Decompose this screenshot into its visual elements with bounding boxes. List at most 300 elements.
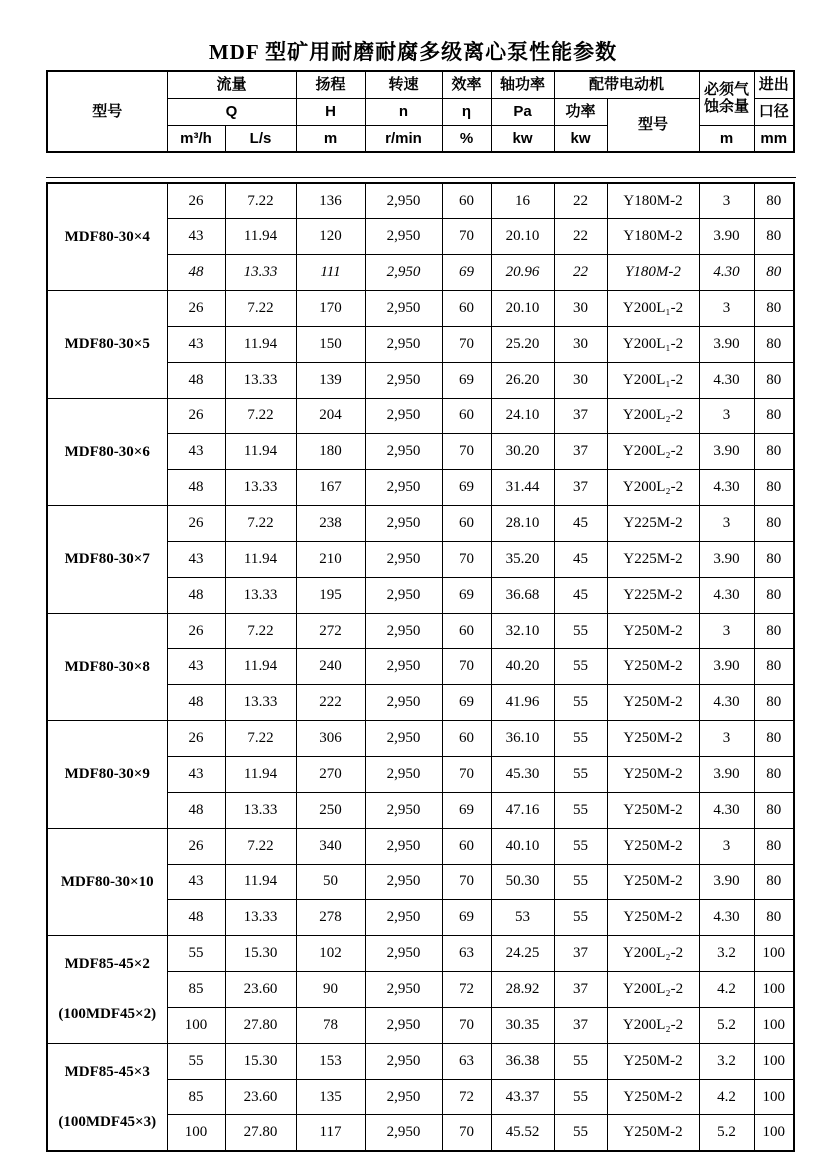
data-cell: Y200L₁-2 <box>607 291 699 327</box>
data-cell: 270 <box>296 757 365 793</box>
data-cell: 2,950 <box>365 291 442 327</box>
data-cell: Y250M-2 <box>607 721 699 757</box>
data-cell: 23.60 <box>225 972 296 1008</box>
data-cell: 80 <box>754 828 794 864</box>
table-row <box>47 721 794 757</box>
data-cell: 7.22 <box>225 613 296 649</box>
data-cell: 80 <box>754 219 794 255</box>
data-cell: 167 <box>296 470 365 506</box>
speed-unit: r/min <box>365 125 442 152</box>
data-cell: 2,950 <box>365 828 442 864</box>
data-cell: 4.2 <box>699 1079 754 1115</box>
data-cell: 3 <box>699 398 754 434</box>
data-cell: 7.22 <box>225 291 296 327</box>
data-cell: 43.37 <box>491 1079 554 1115</box>
speed-symbol: n <box>365 98 442 125</box>
data-cell: 26 <box>167 721 225 757</box>
data-cell: 102 <box>296 936 365 972</box>
data-cell: 3.90 <box>699 864 754 900</box>
pump-model-cell <box>47 506 167 614</box>
data-cell: Y250M-2 <box>607 1043 699 1079</box>
data-cell: 30.35 <box>491 1007 554 1043</box>
data-cell: 100 <box>754 936 794 972</box>
data-cell: 80 <box>754 434 794 470</box>
pump-model-label: MDF80-30×5 <box>64 336 150 353</box>
data-cell: 2,950 <box>365 936 442 972</box>
table-row <box>47 183 794 219</box>
col-header-npsh <box>699 71 754 125</box>
data-cell: 55 <box>554 864 607 900</box>
data-cell: 43 <box>167 219 225 255</box>
col-header-flow: 流量 <box>167 71 296 98</box>
pump-model-label: MDF85-45×3 <box>64 1063 150 1080</box>
data-cell: 117 <box>296 1115 365 1151</box>
data-cell: 2,950 <box>365 792 442 828</box>
data-cell: 47.16 <box>491 792 554 828</box>
data-cell: 60 <box>442 291 491 327</box>
data-cell: 70 <box>442 649 491 685</box>
data-cell: 25.20 <box>491 326 554 362</box>
data-cell: 48 <box>167 470 225 506</box>
data-cell: 4.30 <box>699 577 754 613</box>
data-cell: 55 <box>554 721 607 757</box>
col-header-motor: 配带电动机 <box>554 71 699 98</box>
data-cell: 272 <box>296 613 365 649</box>
pump-model-cell <box>47 828 167 936</box>
data-cell: Y200L₂-2 <box>607 1007 699 1043</box>
data-cell: 80 <box>754 721 794 757</box>
data-cell: 150 <box>296 326 365 362</box>
data-cell: 60 <box>442 613 491 649</box>
table-row <box>47 398 794 434</box>
data-cell: 153 <box>296 1043 365 1079</box>
data-cell: 2,950 <box>365 613 442 649</box>
data-cell: 240 <box>296 649 365 685</box>
data-cell: 11.94 <box>225 757 296 793</box>
pump-model-cell <box>47 1043 167 1151</box>
data-cell: 11.94 <box>225 434 296 470</box>
data-cell: 32.10 <box>491 613 554 649</box>
data-cell: 45.30 <box>491 757 554 793</box>
port-unit: mm <box>754 125 794 152</box>
data-cell: 4.30 <box>699 255 754 291</box>
data-cell: 22 <box>554 219 607 255</box>
data-cell: 43 <box>167 864 225 900</box>
data-cell: 80 <box>754 900 794 936</box>
data-cell: Y200L₂-2 <box>607 434 699 470</box>
data-cell: 80 <box>754 792 794 828</box>
data-cell: 72 <box>442 1079 491 1115</box>
data-cell: 24.10 <box>491 398 554 434</box>
data-cell: Y180M-2 <box>607 183 699 219</box>
data-cell: Y250M-2 <box>607 1115 699 1151</box>
data-cell: 2,950 <box>365 721 442 757</box>
data-cell: 204 <box>296 398 365 434</box>
data-cell: 11.94 <box>225 219 296 255</box>
data-cell: 55 <box>554 1043 607 1079</box>
col-header-model: 型号 <box>47 71 167 152</box>
data-cell: 2,950 <box>365 362 442 398</box>
pump-model-cell <box>47 291 167 399</box>
data-cell: 80 <box>754 326 794 362</box>
data-cell: 45 <box>554 541 607 577</box>
data-cell: Y200L₂-2 <box>607 398 699 434</box>
data-cell: 70 <box>442 434 491 470</box>
data-cell: 80 <box>754 757 794 793</box>
data-cell: 3.90 <box>699 326 754 362</box>
data-cell: 43 <box>167 541 225 577</box>
data-cell: 15.30 <box>225 1043 296 1079</box>
flow-unit-m3h: m³/h <box>167 125 225 152</box>
data-cell: 4.30 <box>699 362 754 398</box>
data-cell: 7.22 <box>225 721 296 757</box>
pump-model-label: MDF80-30×4 <box>64 229 150 246</box>
col-header-speed: 转速 <box>365 71 442 98</box>
data-cell: 27.80 <box>225 1115 296 1151</box>
data-cell: 100 <box>754 1115 794 1151</box>
data-cell: 278 <box>296 900 365 936</box>
data-cell: 80 <box>754 864 794 900</box>
col-header-port-line2: 口径 <box>754 98 794 125</box>
data-cell: 238 <box>296 506 365 542</box>
data-cell: 7.22 <box>225 183 296 219</box>
data-cell: 3 <box>699 506 754 542</box>
data-cell: 30 <box>554 326 607 362</box>
data-cell: 3 <box>699 828 754 864</box>
data-cell: 55 <box>554 649 607 685</box>
data-cell: 69 <box>442 900 491 936</box>
data-cell: 85 <box>167 1079 225 1115</box>
data-cell: 100 <box>754 1079 794 1115</box>
data-cell: 70 <box>442 326 491 362</box>
data-cell: 3 <box>699 183 754 219</box>
data-cell: 55 <box>554 1079 607 1115</box>
data-cell: 2,950 <box>365 1007 442 1043</box>
data-cell: 2,950 <box>365 326 442 362</box>
data-cell: 43 <box>167 649 225 685</box>
data-cell: Y180M-2 <box>607 219 699 255</box>
shaft-power-unit: kw <box>491 125 554 152</box>
data-cell: 43 <box>167 434 225 470</box>
flow-unit-ls: L/s <box>225 125 296 152</box>
pump-model-label: MDF85-45×2 <box>64 956 150 973</box>
table-row <box>47 291 794 327</box>
data-cell: 69 <box>442 577 491 613</box>
data-cell: 13.33 <box>225 362 296 398</box>
data-cell: 2,950 <box>365 685 442 721</box>
efficiency-unit: % <box>442 125 491 152</box>
data-cell: 111 <box>296 255 365 291</box>
data-cell: Y200L₂-2 <box>607 972 699 1008</box>
data-cell: 2,950 <box>365 577 442 613</box>
data-cell: 36.38 <box>491 1043 554 1079</box>
data-cell: 80 <box>754 362 794 398</box>
data-cell: 3.2 <box>699 1043 754 1079</box>
data-cell: 80 <box>754 649 794 685</box>
data-cell: 135 <box>296 1079 365 1115</box>
data-cell: 80 <box>754 541 794 577</box>
data-cell: 120 <box>296 219 365 255</box>
pump-model-cell <box>47 936 167 1044</box>
pump-model-label: (100MDF45×2) <box>58 1006 157 1023</box>
data-cell: 3.90 <box>699 541 754 577</box>
data-cell: 80 <box>754 506 794 542</box>
data-cell: 100 <box>754 1007 794 1043</box>
data-cell: 48 <box>167 685 225 721</box>
data-cell: 5.2 <box>699 1115 754 1151</box>
col-header-efficiency: 效率 <box>442 71 491 98</box>
data-cell: 70 <box>442 541 491 577</box>
data-cell: 70 <box>442 864 491 900</box>
data-cell: 100 <box>167 1007 225 1043</box>
data-cell: 63 <box>442 936 491 972</box>
data-cell: 100 <box>754 1043 794 1079</box>
data-cell: 48 <box>167 255 225 291</box>
data-cell: 2,950 <box>365 1115 442 1151</box>
efficiency-symbol: η <box>442 98 491 125</box>
data-cell: 3.90 <box>699 757 754 793</box>
data-cell: 28.10 <box>491 506 554 542</box>
motor-model-label: 型号 <box>607 98 699 152</box>
data-cell: 60 <box>442 721 491 757</box>
data-cell: 16 <box>491 183 554 219</box>
data-cell: 70 <box>442 1115 491 1151</box>
data-cell: 13.33 <box>225 255 296 291</box>
data-cell: 11.94 <box>225 864 296 900</box>
data-cell: 13.33 <box>225 900 296 936</box>
data-cell: 26 <box>167 291 225 327</box>
data-cell: 55 <box>554 685 607 721</box>
npsh-unit: m <box>699 125 754 152</box>
data-cell: 50 <box>296 864 365 900</box>
shaft-power-symbol: Pa <box>491 98 554 125</box>
data-cell: 26.20 <box>491 362 554 398</box>
data-cell: 26 <box>167 613 225 649</box>
npsh-label-line2: 蚀余量 <box>703 98 749 116</box>
data-cell: 26 <box>167 506 225 542</box>
data-cell: 11.94 <box>225 541 296 577</box>
data-cell: Y225M-2 <box>607 506 699 542</box>
pump-model-label: MDF80-30×7 <box>64 551 150 568</box>
data-cell: 48 <box>167 577 225 613</box>
data-cell: 15.30 <box>225 936 296 972</box>
data-cell: 53 <box>491 900 554 936</box>
data-cell: 100 <box>167 1115 225 1151</box>
data-cell: 30 <box>554 291 607 327</box>
data-cell: 69 <box>442 685 491 721</box>
col-header-shaft-power: 轴功率 <box>491 71 554 98</box>
data-cell: 69 <box>442 470 491 506</box>
data-cell: 85 <box>167 972 225 1008</box>
data-cell: 43 <box>167 757 225 793</box>
data-cell: 26 <box>167 398 225 434</box>
data-cell: 80 <box>754 577 794 613</box>
data-cell: 2,950 <box>365 183 442 219</box>
data-cell: Y200L₂-2 <box>607 936 699 972</box>
data-cell: 55 <box>554 828 607 864</box>
data-cell: 20.10 <box>491 291 554 327</box>
data-cell: 26 <box>167 828 225 864</box>
data-cell: 37 <box>554 972 607 1008</box>
data-cell: 3.90 <box>699 649 754 685</box>
data-cell: 24.25 <box>491 936 554 972</box>
data-cell: 45.52 <box>491 1115 554 1151</box>
pump-model-label: (100MDF45×3) <box>58 1113 157 1130</box>
data-cell: 45 <box>554 506 607 542</box>
data-cell: 55 <box>167 1043 225 1079</box>
data-cell: 2,950 <box>365 506 442 542</box>
pump-model-cell <box>47 183 167 291</box>
data-cell: 7.22 <box>225 506 296 542</box>
data-cell: 80 <box>754 398 794 434</box>
data-cell: 3 <box>699 291 754 327</box>
data-cell: 40.10 <box>491 828 554 864</box>
data-cell: 55 <box>554 900 607 936</box>
data-cell: 180 <box>296 434 365 470</box>
data-cell: 35.20 <box>491 541 554 577</box>
data-cell: 13.33 <box>225 577 296 613</box>
data-cell: 37 <box>554 398 607 434</box>
data-cell: 90 <box>296 972 365 1008</box>
col-header-port-line1: 进出 <box>754 71 794 98</box>
data-cell: 22 <box>554 255 607 291</box>
data-cell: 7.22 <box>225 398 296 434</box>
data-cell: Y250M-2 <box>607 792 699 828</box>
data-cell: 48 <box>167 900 225 936</box>
data-cell: 69 <box>442 792 491 828</box>
header-table <box>46 70 795 153</box>
data-cell: 48 <box>167 792 225 828</box>
data-cell: 2,950 <box>365 255 442 291</box>
data-cell: 5.2 <box>699 1007 754 1043</box>
data-cell: 55 <box>554 613 607 649</box>
table-row <box>47 613 794 649</box>
data-cell: 55 <box>554 757 607 793</box>
table-row <box>47 828 794 864</box>
data-cell: Y250M-2 <box>607 864 699 900</box>
pump-model-label: MDF80-30×6 <box>64 443 150 460</box>
data-cell: 13.33 <box>225 470 296 506</box>
data-cell: 3 <box>699 613 754 649</box>
col-header-head: 扬程 <box>296 71 365 98</box>
data-cell: 139 <box>296 362 365 398</box>
flow-symbol: Q <box>167 98 296 125</box>
data-cell: 2,950 <box>365 864 442 900</box>
data-cell: 7.22 <box>225 828 296 864</box>
data-cell: 43 <box>167 326 225 362</box>
data-cell: Y200L₂-2 <box>607 470 699 506</box>
data-cell: 60 <box>442 506 491 542</box>
data-cell: Y250M-2 <box>607 685 699 721</box>
head-symbol: H <box>296 98 365 125</box>
data-cell: 2,950 <box>365 757 442 793</box>
data-cell: 36.68 <box>491 577 554 613</box>
data-cell: 63 <box>442 1043 491 1079</box>
data-cell: 340 <box>296 828 365 864</box>
data-cell: 222 <box>296 685 365 721</box>
data-cell: 36.10 <box>491 721 554 757</box>
data-cell: 69 <box>442 362 491 398</box>
data-cell: 23.60 <box>225 1079 296 1115</box>
data-cell: Y250M-2 <box>607 649 699 685</box>
motor-power-unit: kw <box>554 125 607 152</box>
data-cell: 72 <box>442 972 491 1008</box>
data-cell: 80 <box>754 685 794 721</box>
data-cell: 250 <box>296 792 365 828</box>
table-top-rule <box>46 177 796 178</box>
data-cell: 27.80 <box>225 1007 296 1043</box>
data-cell: 2,950 <box>365 541 442 577</box>
data-cell: Y250M-2 <box>607 757 699 793</box>
data-cell: 37 <box>554 936 607 972</box>
data-cell: 40.20 <box>491 649 554 685</box>
data-cell: 4.30 <box>699 685 754 721</box>
data-cell: 45 <box>554 577 607 613</box>
data-cell: 306 <box>296 721 365 757</box>
data-cell: 3 <box>699 721 754 757</box>
data-cell: 30 <box>554 362 607 398</box>
data-cell: 30.20 <box>491 434 554 470</box>
page-title: MDF 型矿用耐磨耐腐多级离心泵性能参数 <box>208 40 618 64</box>
table-row <box>47 1043 794 1079</box>
motor-power-label: 功率 <box>554 98 607 125</box>
table-row <box>47 506 794 542</box>
data-cell: 70 <box>442 219 491 255</box>
data-cell: 28.92 <box>491 972 554 1008</box>
data-cell: 37 <box>554 1007 607 1043</box>
data-cell: 80 <box>754 183 794 219</box>
data-cell: 4.30 <box>699 792 754 828</box>
data-cell: 13.33 <box>225 792 296 828</box>
data-cell: 2,950 <box>365 470 442 506</box>
pump-data-table <box>46 182 795 1152</box>
data-cell: 80 <box>754 255 794 291</box>
data-cell: 41.96 <box>491 685 554 721</box>
data-cell: 11.94 <box>225 649 296 685</box>
data-cell: 60 <box>442 828 491 864</box>
data-cell: Y225M-2 <box>607 541 699 577</box>
data-cell: 37 <box>554 470 607 506</box>
data-cell: 37 <box>554 434 607 470</box>
data-cell: 55 <box>167 936 225 972</box>
data-cell: 2,950 <box>365 398 442 434</box>
data-cell: 3.90 <box>699 434 754 470</box>
data-cell: 4.30 <box>699 900 754 936</box>
data-cell: 26 <box>167 183 225 219</box>
data-cell: 55 <box>554 792 607 828</box>
data-cell: 195 <box>296 577 365 613</box>
data-cell: 69 <box>442 255 491 291</box>
npsh-label-line1: 必须气 <box>703 81 749 98</box>
pump-model-cell <box>47 613 167 721</box>
data-cell: 60 <box>442 183 491 219</box>
pump-model-cell <box>47 721 167 829</box>
data-cell: 70 <box>442 757 491 793</box>
data-cell: 80 <box>754 613 794 649</box>
data-cell: Y250M-2 <box>607 1079 699 1115</box>
pump-model-cell <box>47 398 167 506</box>
data-cell: 4.30 <box>699 470 754 506</box>
data-cell: 2,950 <box>365 434 442 470</box>
pump-model-label: MDF80-30×8 <box>64 658 150 675</box>
data-cell: Y225M-2 <box>607 577 699 613</box>
data-cell: 210 <box>296 541 365 577</box>
data-cell: 2,950 <box>365 219 442 255</box>
data-cell: 2,950 <box>365 1043 442 1079</box>
data-cell: Y200L₁-2 <box>607 362 699 398</box>
data-cell: 2,950 <box>365 649 442 685</box>
data-cell: 100 <box>754 972 794 1008</box>
